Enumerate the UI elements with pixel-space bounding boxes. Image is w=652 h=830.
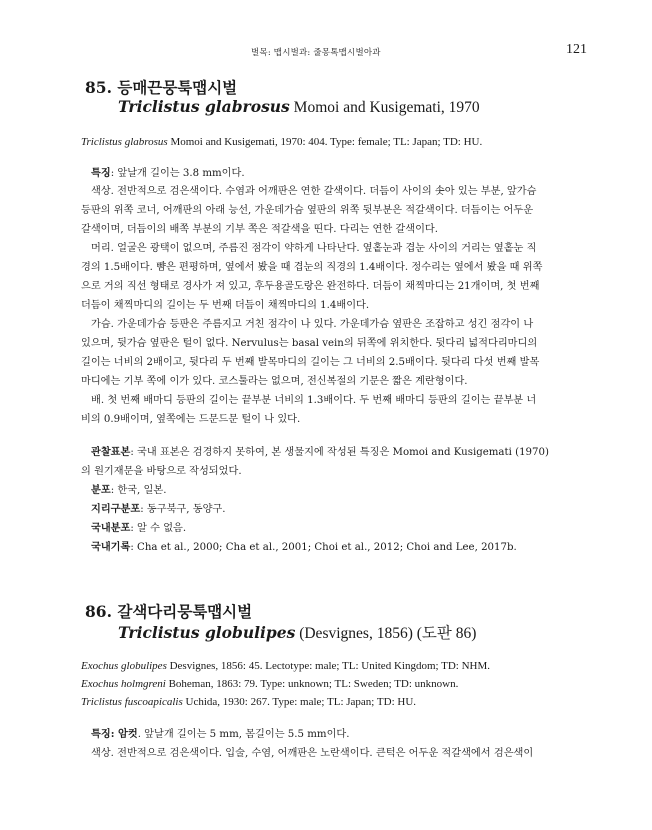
geo-distribution-line [91, 503, 596, 516]
examined-line-2: 의 원기재문을 바탕으로 작성되었다. [81, 466, 242, 477]
desc-line: 등판의 위쪽 코너, 어깨판의 아래 능선, 가운데가슴 옆판의 위쪽 뒷부분은 적갈색이다. 더듬이는 어두운 [81, 205, 534, 216]
synonym-name: Exochus holmgreni [81, 678, 166, 690]
species-85-authority: Momoi and Kusigemati, 1970 [289, 99, 480, 116]
species-86-scientific-name [118, 621, 476, 643]
species-86-sci-name: Triclistus globulipes [118, 623, 296, 642]
species-85-scientific-name [118, 97, 480, 117]
geo-distribution-label: 지리구분포 [91, 503, 141, 515]
desc-line: 색상. 전반적으로 검은색이다. 수염과 어깨판은 연한 갈색이다. 더듬이 사이의 솟아 있는 부분, 앞가슴 [91, 186, 537, 197]
synonym-citation: Desvignes, 1856: 45. Lectotype: male; TL: United Kingdom; TD: NHM. [166, 660, 490, 672]
distribution-label: 분포 [91, 484, 111, 496]
korea-distribution-text: : 알 수 없음. [130, 523, 187, 534]
examined-text: : 국내 표본은 검경하지 못하여, 본 생물지에 작성된 특징은 Momoi and Kusigemati (1970) [130, 447, 549, 458]
distribution-line [91, 484, 596, 497]
desc-line: 마디에는 기부 쪽에 이가 있다. 코스툴라는 없으며, 전신복절의 기문은 짧은 계란형이다. [81, 376, 468, 387]
features-line [91, 167, 596, 180]
desc-line: 경의 1.5배이다. 뺨은 편평하며, 옆에서 봤을 때 겹눈의 직경의 1.4배이다. 정수리는 옆에서 봤을 때 위쪽 [81, 262, 543, 273]
synonym-name: Exochus globulipes [81, 660, 167, 672]
synonym-line [81, 136, 586, 149]
synonym-citation: Uchida, 1930: 267. Type: male; TL: Japan; TD: HU. [182, 696, 417, 708]
desc-line: 으로 거의 직선 형태로 경사가 져 있고, 후두용골도랑은 완전하다. 더듬이 채찍마디는 21개이며, 첫 번째 [81, 281, 540, 292]
examined-line [91, 446, 596, 459]
examined-label: 관찰표본 [91, 446, 131, 458]
korea-records-label: 국내기록 [91, 541, 131, 553]
synonym-name: Triclistus fuscoapicalis [81, 696, 183, 708]
synonym-citation: Momoi and Kusigemati, 1970: 404. Type: female; TL: Japan; TD: HU. [167, 136, 483, 148]
desc-line: 길이는 너비의 2배이고, 뒷다리 두 번째 발목마디의 길이는 그 너비의 2.5배이다. 뒷다리 다섯 번째 발목 [81, 357, 540, 368]
synonym-line [81, 660, 586, 673]
desc-line: 갈색이며, 더듬이의 배쪽 부분의 기부 쪽은 적갈색을 띤다. 다리는 연한 갈색이다. [81, 224, 439, 235]
korea-records-line [91, 541, 596, 554]
desc-line: 색상. 전반적으로 검은색이다. 입술, 수염, 어깨판은 노란색이다. 큰턱은 어두운 적갈색에서 검은색이 [91, 748, 534, 759]
synonym-name: Triclistus glabrosus [81, 136, 168, 148]
features-text: . 앞날개 길이는 5 mm, 몸길이는 5.5 mm이다. [137, 729, 350, 740]
desc-line: 가슴. 가운데가슴 등판은 주름지고 거친 점각이 나 있다. 가운데가슴 옆판은 조잡하고 성긴 점각이 나 [91, 319, 534, 330]
desc-line: 더듬이 채찍마디의 길이는 두 번째 더듬이 채찍마디의 1.4배이다. [81, 300, 370, 311]
running-head: 벌목: 맵시벌과: 줄몽톡맵시벌아과 [251, 48, 381, 58]
desc-line: 머리. 얼굴은 광택이 없으며, 주름진 점각이 약하게 나타난다. 옆홑눈과 겹눈 사이의 거리는 옆홑눈 직 [91, 243, 537, 254]
features-sex: : 암컷 [110, 728, 138, 740]
synonym-line [81, 696, 586, 709]
synonym-line [81, 678, 586, 691]
features-label: 특징 [91, 167, 111, 179]
desc-line: 배. 첫 번째 배마디 등판의 길이는 끝부분 너비의 1.3배이다. 두 번째 배마디 등판의 길이는 끝부분 너 [91, 395, 537, 406]
features-line [91, 728, 596, 741]
korea-distribution-line [91, 522, 596, 535]
species-86-authority: (Desvignes, 1856) (도판 86) [295, 625, 477, 642]
page-number: 121 [566, 42, 587, 57]
species-85-title: 85. 등매끈뭉툭맵시벌 [85, 78, 238, 97]
synonym-citation: Boheman, 1863: 79. Type: unknown; TL: Sweden; TD: unknown. [165, 678, 459, 690]
geo-distribution-text: : 동구북구, 동양구. [140, 504, 226, 515]
korea-distribution-label: 국내분포 [91, 522, 131, 534]
korea-records-text: : Cha et al., 2000; Cha et al., 2001; Choi et al., 2012; Choi and Lee, 2017b. [130, 542, 517, 553]
features-text: : 앞날개 길이는 3.8 mm이다. [110, 168, 245, 179]
features-label: 특징 [91, 728, 111, 740]
species-85-sci-name: Triclistus glabrosus [118, 97, 290, 116]
desc-line: 있으며, 뒷가슴 옆판은 털이 없다. Nervulus는 basal vein의 뒤쪽에 위치한다. 뒷다리 넓적다리마디의 [81, 338, 538, 349]
distribution-text: : 한국, 일본. [110, 485, 167, 496]
desc-line: 비의 0.9배이며, 옆쪽에는 드문드문 털이 나 있다. [81, 414, 301, 425]
species-86-title: 86. 갈색다리뭉툭맵시벌 [85, 602, 253, 621]
